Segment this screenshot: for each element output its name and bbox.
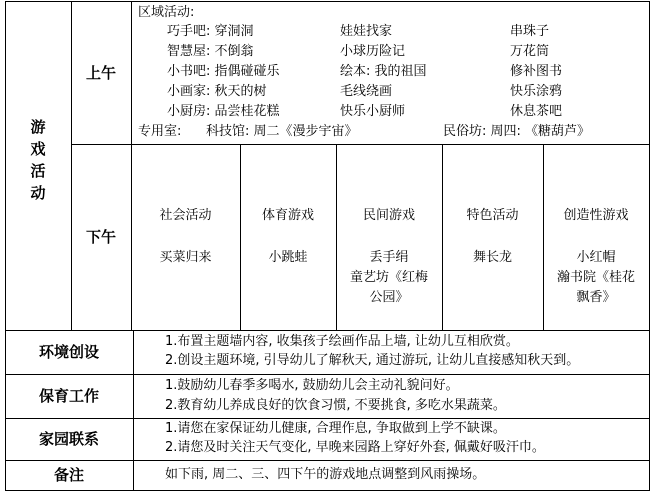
- morning-label: 上午: [86, 64, 117, 82]
- youxi-huodong-label: 游 戏 活 动: [30, 118, 46, 202]
- list-item: 万花筒: [510, 44, 550, 59]
- beizhu-label: 备注: [53, 466, 84, 484]
- afternoon-col-4: 特色活动 舞长龙: [466, 208, 519, 265]
- afternoon-col-3: 民间游戏 丢手绢 童艺坊《红梅 公园》: [349, 208, 428, 305]
- list-item: 毛线绕画: [340, 84, 393, 99]
- huanjing-line-2: 2.创设主题环境, 引导幼儿了解秋天, 通过游玩, 让幼儿直接感知秋天到。: [165, 353, 580, 368]
- special-room-prefix: 专用室:: [138, 124, 182, 139]
- afternoon-col-5: 创造性游戏 小红帽 瀚书院《桂花 飘香》: [556, 208, 635, 305]
- jiayuan-label: 家园联系: [38, 430, 99, 448]
- huanjing-label: 环境创设: [38, 343, 99, 361]
- list-item: 快乐涂鸦: [510, 84, 563, 99]
- baoyu-line-1: 1.鼓励幼儿春季多喝水, 鼓励幼儿会主动礼貌问好。: [165, 378, 459, 393]
- afternoon-label: 下午: [86, 228, 117, 246]
- afternoon-col-2: 体育游戏 小跳蛙: [261, 208, 314, 265]
- special-room-1: 科技馆: 周二《漫步宇宙》: [206, 124, 358, 139]
- special-room-2: 民俗坊: 周四: 《糖葫芦》: [443, 124, 591, 139]
- list-item: 休息茶吧: [510, 104, 563, 119]
- list-item: 修补图书: [510, 64, 563, 79]
- list-item: 智慧屋: 不倒翁: [167, 44, 254, 59]
- list-item: 绘本: 我的祖国: [340, 64, 427, 79]
- morning-area-title: 区域活动:: [138, 5, 195, 20]
- afternoon-col-1: 社会活动 买菜归来: [159, 208, 212, 265]
- list-item: 串珠子: [510, 24, 550, 39]
- baoyu-line-2: 2.教育幼儿养成良好的饮食习惯, 不要挑食, 多吃水果蔬菜。: [165, 398, 506, 413]
- jiayuan-line-2: 2.请您及时关注天气变化, 早晚来园路上穿好外套, 佩戴好吸汗巾。: [165, 440, 545, 455]
- list-item: 小球历险记: [340, 44, 406, 59]
- beizhu-line-1: 如下雨, 周二、三、四下午的游戏地点调整到风雨操场。: [165, 467, 486, 482]
- jiayuan-line-1: 1.请您在家保证幼儿健康, 合理作息, 争取做到上学不缺课。: [165, 421, 506, 436]
- list-item: 巧手吧: 穿洞洞: [167, 24, 254, 39]
- list-item: 小书吧: 指偶碰碰乐: [167, 64, 280, 79]
- baoyu-label: 保育工作: [38, 387, 99, 405]
- huanjing-line-1: 1.布置主题墙内容, 收集孩子绘画作品上墙, 让幼儿互相欣赏。: [165, 334, 519, 349]
- list-item: 小画家: 秋天的树: [167, 84, 267, 99]
- list-item: 小厨房: 品尝桂花糕: [167, 104, 280, 119]
- list-item: 娃娃找家: [340, 24, 393, 39]
- list-item: 快乐小厨师: [340, 104, 406, 119]
